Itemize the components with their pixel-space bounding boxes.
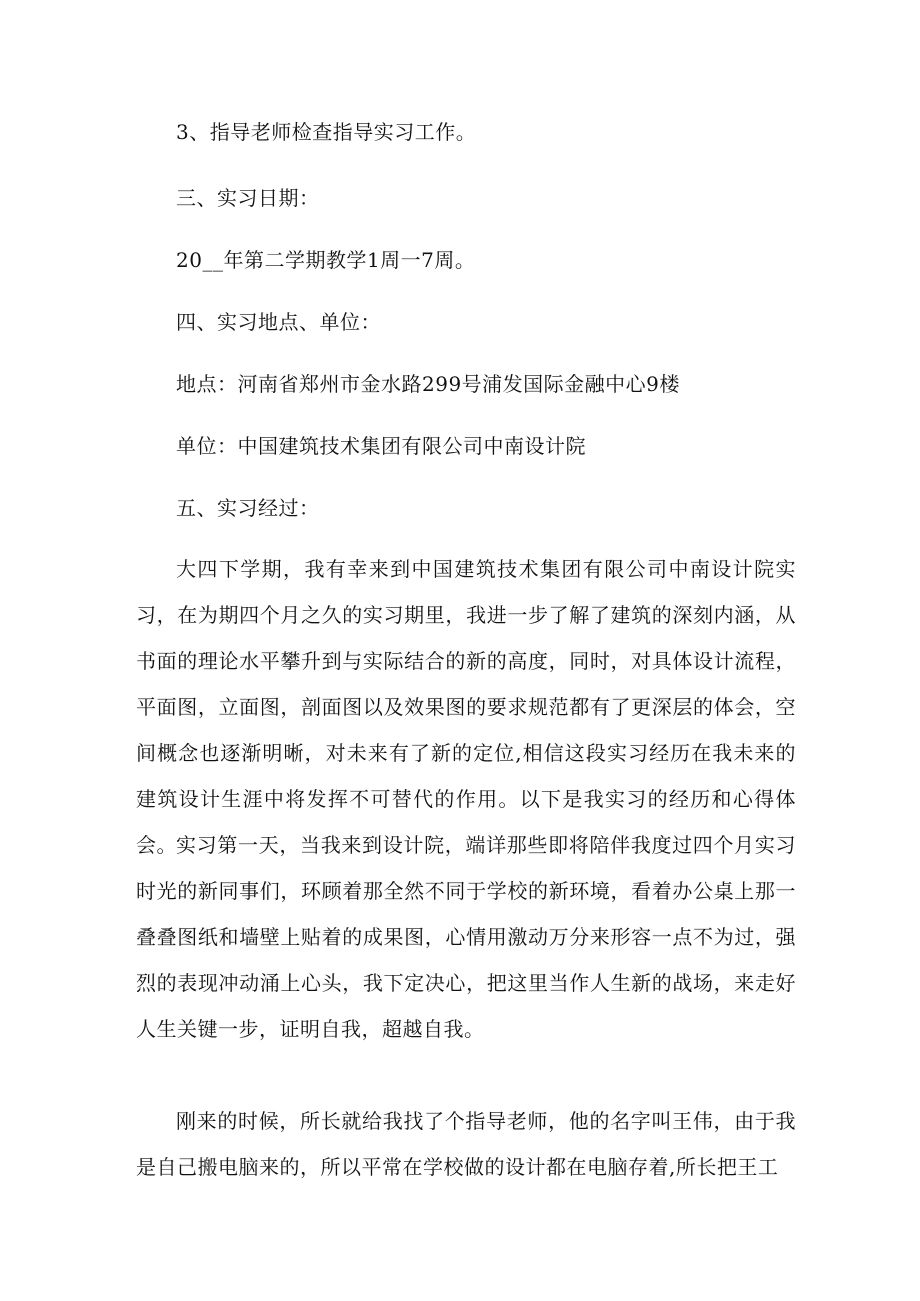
location-text: 地点：河南省郑州市金水路299号浦发国际金融中心9楼 (176, 372, 680, 396)
paragraph-intro: 大四下学期，我有幸来到中国建筑技术集团有限公司中南设计院实习，在为期四个月之久的实习期里，我进一步了解了建筑的深刻内涵，从书面的理论水平攀升到与实际结合的新的高度，同时，对具体设计流程，平面图，立面图，剖面图以及效果图的要求规范都有了更深层的体会，空间概念也逐渐明晰，对未来有了新的定位,相信这段实习经历在我未来的建筑设计生涯中将发挥不可替代的作用。以下是我实习的经历和心得体会。 (136, 557, 796, 857)
section-heading-internship-date: 三、实习日期： (176, 186, 320, 210)
section-heading-internship-process: 五、实习经过： (176, 496, 320, 520)
internship-date-text: 20__年第二学期教学1周一7周。 (176, 248, 476, 272)
section-heading-location-unit: 四、实习地点、单位： (176, 310, 381, 334)
paragraph-mentor: 刚来的时候，所长就给我找了个指导老师，他的名字叫王伟，由于我是自己搬电脑来的，所以平常在学校做的设计都在电脑存着,所长把王工 (136, 1109, 796, 1179)
list-item-guidance-check: 3、指导老师检查指导实习工作。 (176, 120, 477, 144)
paragraph-first-day: 实习第一天，当我来到设计院，端详那些即将陪伴我度过四个月实习时光的新同事们，环顾着那全然不同于学校的新环境，看着办公桌上那一叠叠图纸和墙壁上贴着的成果图，心情用激动万分来形容一点不为过，强烈的表现冲动涌上心头，我下定决心，把这里当作人生新的战场，来走好人生关键一步，证明自我，超越自我。 (136, 833, 796, 1041)
unit-text: 单位：中国建筑技术集团有限公司中南设计院 (176, 434, 586, 458)
